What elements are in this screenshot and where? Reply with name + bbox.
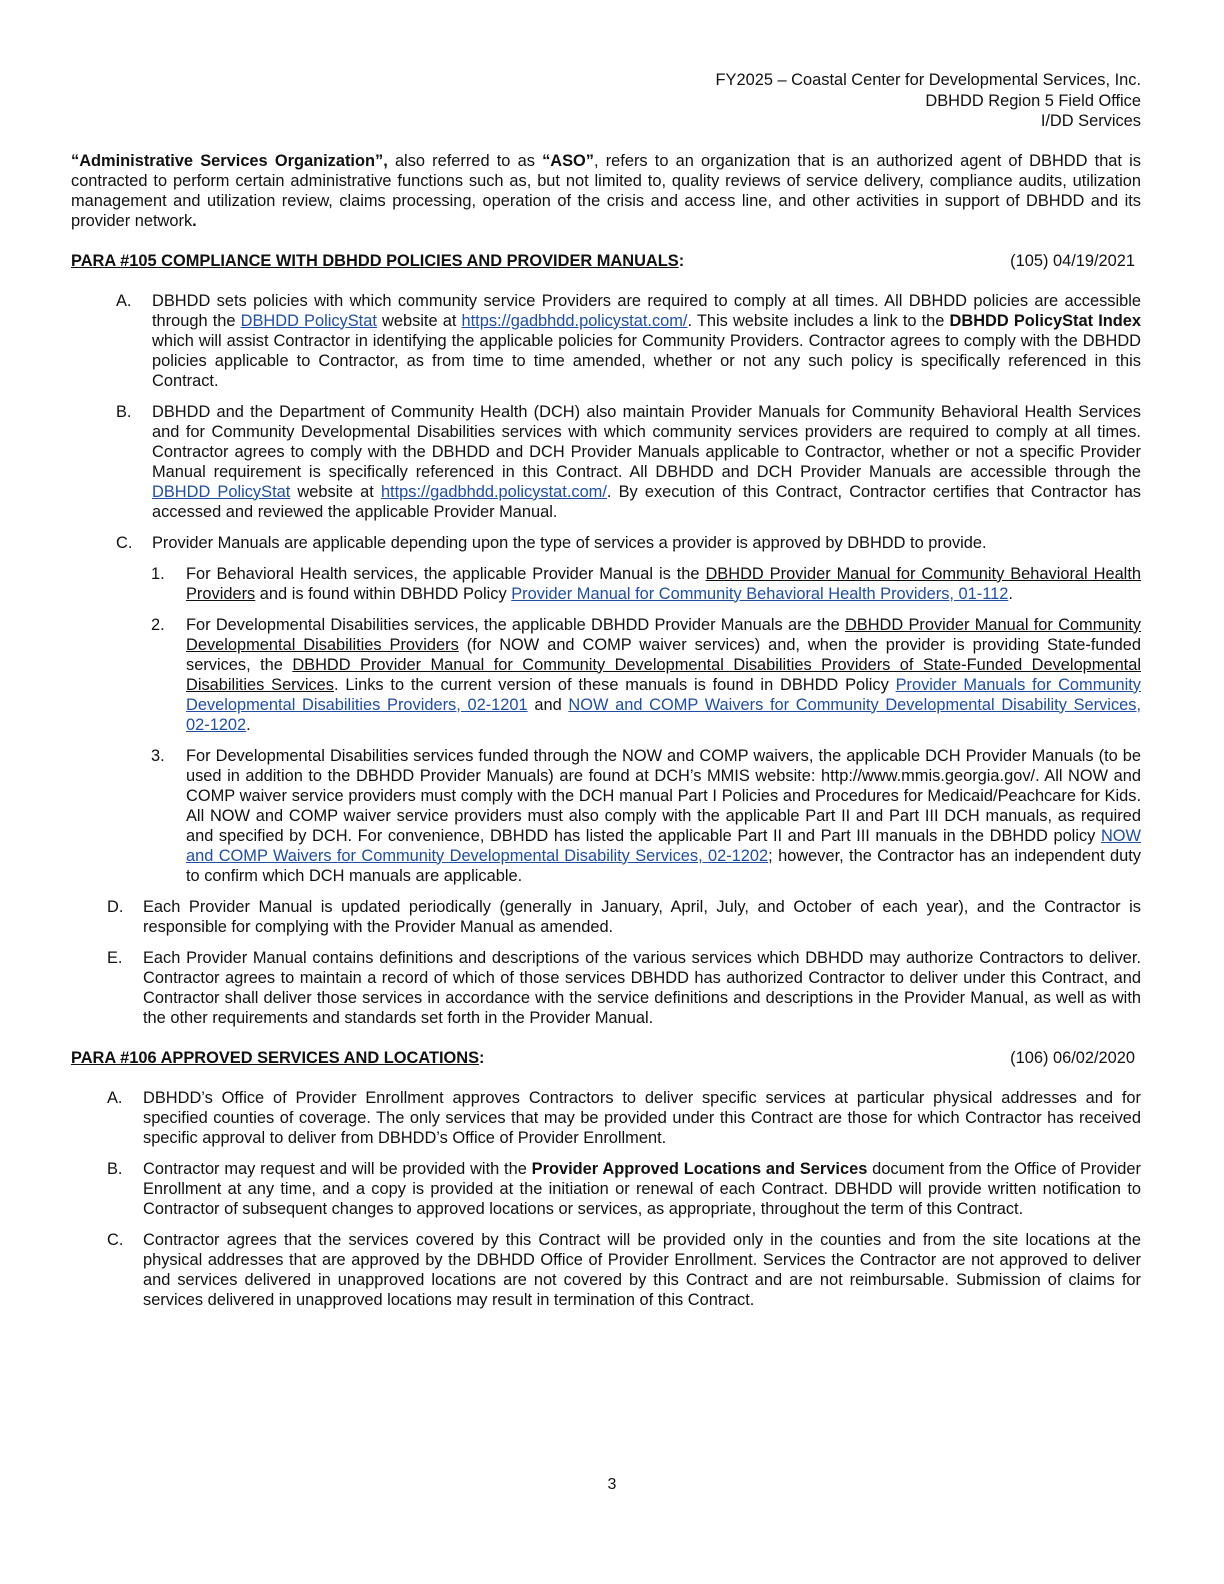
section-date: (105) 04/19/2021 xyxy=(1010,251,1135,270)
section-title: PARA #106 APPROVED SERVICES AND LOCATIONS xyxy=(71,1048,480,1067)
list-item-105-c-1: 1. For Behavioral Health services, the applicable Provider Manual is the DBHDD Provider Manual for Community Behavioral Health Providers and is found within DBHDD Policy Provider Manual for Community Behavioral Health Providers, 01-112. xyxy=(151,564,1141,603)
section-title: PARA #105 COMPLIANCE WITH DBHDD POLICIES AND PROVIDER MANUALS xyxy=(71,251,679,270)
aso-abbrev: “ASO” xyxy=(542,151,594,170)
list-item-105-e: E. Each Provider Manual contains definitions and descriptions of the various services which DBHDD may authorize Contractors to deliver. Contractor agrees to maintain a record of which of those services DBHDD has authorized Contractor to deliver under this Contract, and Contractor shall deliver those services in accordance with the service definitions and descriptions in the Provider Manual, as well as with the other requirements and standards set forth in the Provider Manual. xyxy=(107,948,1141,1027)
header-line-3: I/DD Services xyxy=(1040,112,1141,130)
section-heading-105: PARA #105 COMPLIANCE WITH DBHDD POLICIES AND PROVIDER MANUALS: (105) 04/19/2021 xyxy=(71,251,1141,271)
list-item-105-b: B. DBHDD and the Department of Community Health (DCH) also maintain Provider Manuals for Community Behavioral Health Services and for Community Developmental Disabilities services with which community services providers are required to comply at all times. Contractor agrees to comply with the DBHDD and DCH Provider Manuals applicable to Contractor, whether or not a specific Provider Manual requirement is specifically referenced in this Contract. All DBHDD and DCH Provider Manuals are accessible through the DBHDD PolicyStat website at https://gadbhdd.policystat.com/. By execution of this Contract, Contractor certifies that Contractor has accessed and reviewed the applicable Provider Manual. xyxy=(116,402,1141,521)
document-page xyxy=(71,70,1141,1321)
header-line-2: DBHDD Region 5 Field Office xyxy=(925,91,1141,110)
document-header xyxy=(71,70,1141,132)
section-date: (106) 06/02/2020 xyxy=(1010,1048,1135,1067)
policy-link[interactable]: Provider Manuals for Community Developmental Disabilities Providers, 02-1201 xyxy=(186,675,1141,714)
list-item-105-a: A. DBHDD sets policies with which community service Providers are required to comply at all times. All DBHDD policies are accessible through the DBHDD PolicyStat website at https://gadbhdd.policystat.com/. This website includes a link to the DBHDD PolicyStat Index which will assist Contractor in identifying the applicable policies for Community Providers. Contractor agrees to comply with the DBHDD policies applicable to Contractor, as from time to time amended, whether or not any such policy is specifically referenced in this Contract. xyxy=(116,291,1142,390)
policy-link[interactable]: NOW and COMP Waivers for Community Developmental Disability Services, 02-1202 xyxy=(186,695,1142,734)
aso-term: “Administrative Services Organization”, xyxy=(71,151,388,170)
aso-definition: “Administrative Services Organization”, also referred to as “ASO”, refers to an organization that is an authorized agent of DBHDD that is contracted to perform certain administrative functions such as, but not limited to, quality reviews of service delivery, compliance audits, utilization management and utilization review, claims processing, operation of the crisis and access line, and other activities in support of DBHDD and its provider network. xyxy=(71,151,1141,230)
header-line-1: FY2025 – Coastal Center for Developmental Services, Inc. xyxy=(715,71,1141,89)
policy-link[interactable]: Provider Manual for Community Behavioral Health Providers, 01-112 xyxy=(511,584,1009,603)
section-heading-106: PARA #106 APPROVED SERVICES AND LOCATIONS: (106) 06/02/2020 xyxy=(71,1048,1141,1068)
list-item-106-a: A. DBHDD’s Office of Provider Enrollment approves Contractors to deliver specific services at particular physical addresses and for specified counties of coverage. The only services that may be provided under this Contract are those for which Contractor has received specific approval to deliver from DBHDD’s Office of Provider Enrollment. xyxy=(107,1088,1141,1147)
list-item-105-c-3: 3. For Developmental Disabilities services funded through the NOW and COMP waivers, the applicable DCH Provider Manuals (to be used in addition to the DBHDD Provider Manuals) are found at DCH’s MMIS website: http://www.mmis.georgia.gov/. All NOW and COMP waiver service providers must comply with the DCH manual Part I Policies and Procedures for Medicaid/Peachcare for Kids. All NOW and COMP waiver service providers must also comply with the applicable Part II and Part III DCH manuals, as required and specified by DCH. For convenience, DBHDD has listed the applicable Part II and Part III manuals in the DBHDD policy NOW and COMP Waivers for Community Developmental Disability Services, 02-1202; however, the Contractor has an independent duty to confirm which DCH manuals are applicable. xyxy=(151,746,1141,885)
list-item-105-d: D. Each Provider Manual is updated periodically (generally in January, April, July, and October of each year), and the Contractor is responsible for complying with the Provider Manual as amended. xyxy=(107,897,1141,936)
policystat-link[interactable]: DBHDD PolicyStat xyxy=(240,311,377,330)
policystat-link[interactable]: DBHDD PolicyStat xyxy=(152,482,291,501)
list-item-106-b: B. Contractor may request and will be provided with the Provider Approved Locations and Services document from the Office of Provider Enrollment at any time, and a copy is provided at the initiation or renewal of each Contract. DBHDD will provide written notification to Contractor of subsequent changes to approved locations or services, as appropriate, throughout the term of this Contract. xyxy=(107,1159,1141,1218)
policystat-url-link[interactable]: https://gadbhdd.policystat.com/ xyxy=(380,482,607,501)
policystat-url-link[interactable]: https://gadbhdd.policystat.com/ xyxy=(461,311,688,330)
page-number: 3 xyxy=(607,1476,617,1493)
list-item-105-c-2: 2. For Developmental Disabilities services, the applicable DBHDD Provider Manuals are the DBHDD Provider Manual for Community Developmental Disabilities Providers (for NOW and COMP waiver services) and, when the provider is providing State-funded services, the DBHDD Provider Manual for Community Developmental Disabilities Providers of State-Funded Developmental Disabilities Services. Links to the current version of these manuals is found in DBHDD Policy Provider Manuals for Community Developmental Disabilities Providers, 02-1201 and NOW and COMP Waivers for Community Developmental Disability Services, 02-1202. xyxy=(151,615,1142,734)
list-item-106-c: C. Contractor agrees that the services covered by this Contract will be provided only in the counties and from the site locations at the physical addresses that are approved by the DBHDD Office of Provider Enrollment. Services the Contractor are not approved to deliver and services delivered in unapproved locations are not covered by this Contract and are not reimbursable. Submission of claims for services delivered in unapproved locations may result in termination of this Contract. xyxy=(107,1230,1141,1309)
list-item-105-c: C. Provider Manuals are applicable depending upon the type of services a provider is approved by DBHDD to provide. xyxy=(116,533,987,552)
policy-link[interactable]: NOW and COMP Waivers for Community Developmental Disability Services, 02-1202 xyxy=(186,826,1141,865)
